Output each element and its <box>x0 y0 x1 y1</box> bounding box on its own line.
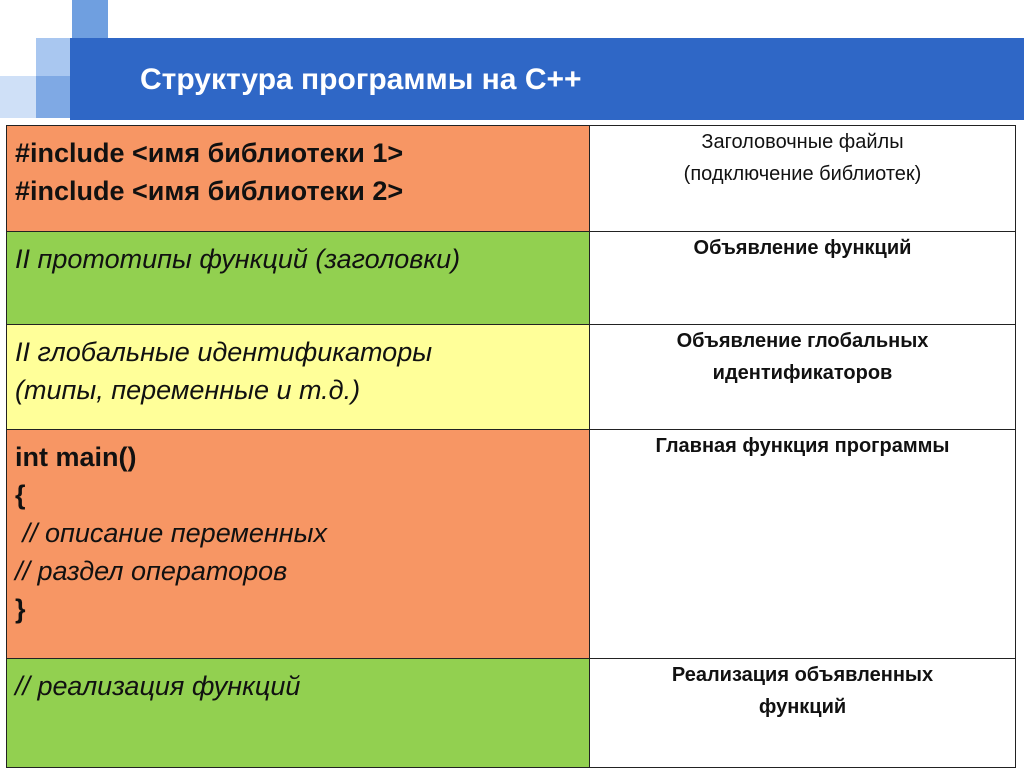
decor-square <box>36 76 70 118</box>
code-line: // реализация функций <box>15 671 301 701</box>
description-line: (подключение библиотек) <box>683 163 922 185</box>
code-line: #include <имя библиотеки 1> <box>15 138 404 168</box>
description-cell-implementation <box>590 659 1016 768</box>
description-line: Реализация объявленных <box>671 664 934 686</box>
description-line: Заголовочные файлы <box>701 131 904 153</box>
table-row <box>7 325 1016 430</box>
code-line: // описание переменных <box>15 518 328 548</box>
slide-title: Структура программы на С++ <box>140 63 582 96</box>
code-cell-includes <box>7 126 590 232</box>
description-line: Объявление функций <box>693 237 912 259</box>
description-cell-prototypes <box>590 232 1016 325</box>
decor-square <box>36 38 70 76</box>
table-row <box>7 659 1016 768</box>
code-line: int main() <box>15 442 137 472</box>
decor-square <box>0 76 36 118</box>
code-cell-implementation <box>7 659 590 768</box>
table-row <box>7 232 1016 325</box>
description-line: Главная функция программы <box>655 435 950 457</box>
description-line: функций <box>758 696 847 718</box>
code-line: // раздел операторов <box>15 556 288 586</box>
description-cell-globals <box>590 325 1016 430</box>
code-line: } <box>15 594 26 624</box>
code-cell-prototypes <box>7 232 590 325</box>
decor-square <box>72 0 108 38</box>
code-line: II глобальные идентификаторы <box>15 337 433 367</box>
description-line: идентификаторов <box>712 362 893 384</box>
table-row <box>7 126 1016 232</box>
code-cell-globals <box>7 325 590 430</box>
code-line: (типы, переменные и т.д.) <box>15 375 361 405</box>
structure-table <box>6 125 1016 768</box>
description-cell-main <box>590 430 1016 659</box>
code-line: #include <имя библиотеки 2> <box>15 176 404 206</box>
table-row <box>7 430 1016 659</box>
code-cell-main <box>7 430 590 659</box>
description-line: Объявление глобальных <box>676 330 929 352</box>
code-line: II прототипы функций (заголовки) <box>15 244 461 274</box>
code-line: { <box>15 480 26 510</box>
description-cell-includes <box>590 126 1016 232</box>
